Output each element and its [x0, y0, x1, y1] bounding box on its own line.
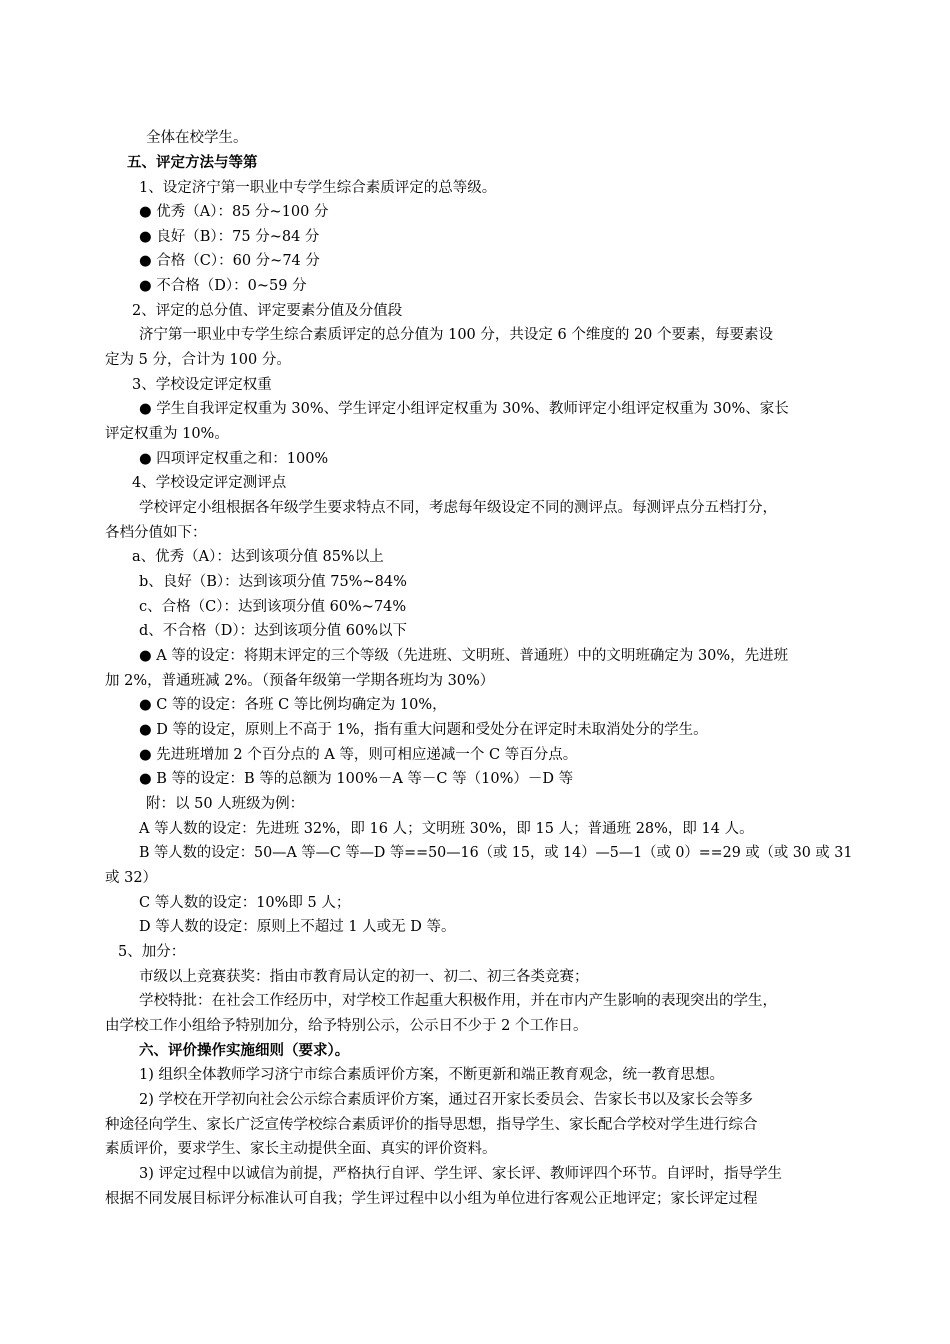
text-line: 定为 5 分，合计为 100 分。: [105, 352, 291, 368]
text-line: D 等人数的设定：原则上不超过 1 人或无 D 等。: [139, 919, 456, 935]
text-line: 3、学校设定评定权重: [132, 377, 272, 393]
text-line: 评定权重为 10%。: [105, 426, 229, 442]
text-line: 4、学校设定评定测评点: [132, 475, 287, 491]
text-line: 附：以 50 人班级为例：: [146, 796, 305, 812]
text-line: 全体在校学生。: [146, 130, 248, 146]
text-line: 5、加分：: [118, 944, 186, 960]
text-line: 由学校工作小组给予特别加分，给予特别公示，公示日不少于 2 个工作日。: [105, 1018, 588, 1034]
text-line: 根据不同发展目标评分标准认可自我；学生评过程中以小组为单位进行客观公正地评定；家长评定过程: [105, 1191, 758, 1207]
section-heading: 六、评价操作实施细则（要求）。: [139, 1042, 350, 1059]
bullet-item: ● 优秀（A）：85 分~100 分: [139, 204, 329, 220]
section-heading: 五、评定方法与等第: [127, 154, 258, 171]
list-item: d、不合格（D）：达到该项分值 60%以下: [139, 623, 407, 639]
text-line: 1、设定济宁第一职业中专学生综合素质评定的总等级。: [139, 180, 497, 196]
bullet-item: ● 不合格（D）：0~59 分: [139, 278, 307, 294]
bullet-item: ● A 等的设定：将期末评定的三个等级（先进班、文明班、普通班）中的文明班确定为 30%，先进班: [139, 648, 789, 664]
text-line: 学校特批：在社会工作经历中，对学校工作起重大积极作用，并在市内产生影响的表现突出的学生，: [139, 993, 777, 1009]
text-line: 种途径向学生、家长广泛宣传学校综合素质评价的指导思想，指导学生、家长配合学校对学生进行综合: [105, 1117, 758, 1133]
text-line: 学校评定小组根据各年级学生要求特点不同，考虑每年级设定不同的测评点。每测评点分五档打分，: [139, 500, 777, 516]
text-line: C 等人数的设定：10%即 5 人；: [139, 895, 351, 911]
bullet-item: ● 合格（C）：60 分~74 分: [139, 253, 320, 269]
bullet-item: ● B 等的设定：B 等的总额为 100%－A 等－C 等（10%）－D 等: [139, 771, 574, 787]
list-item: b、良好（B）：达到该项分值 75%~84%: [139, 574, 407, 590]
text-line: 素质评价，要求学生、家长主动提供全面、真实的评价资料。: [105, 1141, 497, 1157]
bullet-item: ● 良好（B）：75 分~84 分: [139, 229, 320, 245]
bullet-item: ● D 等的设定，原则上不高于 1%，指有重大问题和受处分在评定时未取消处分的学生。: [139, 722, 708, 738]
text-line: 3) 评定过程中以诚信为前提，严格执行自评、学生评、家长评、教师评四个环节。自评时，指导学生: [139, 1166, 782, 1182]
text-line: 2) 学校在开学初向社会公示综合素质评价方案，通过召开家长委员会、告家长书以及家长会等多: [139, 1092, 753, 1108]
text-line: 或 32）: [105, 870, 158, 886]
text-line: 加 2%，普通班减 2%。（预备年级第一学期各班均为 30%）: [105, 673, 495, 689]
list-item: c、合格（C）：达到该项分值 60%~74%: [139, 599, 407, 615]
text-line: 市级以上竞赛获奖：指由市教育局认定的初一、初二、初三各类竞赛；: [139, 969, 589, 985]
bullet-item: ● 学生自我评定权重为 30%、学生评定小组评定权重为 30%、教师评定小组评定权重为 30%、家长: [139, 401, 789, 417]
bullet-item: ● C 等的设定：各班 C 等比例均确定为 10%，: [139, 697, 447, 713]
text-line: B 等人数的设定：50—A 等—C 等—D 等==50—16（或 15，或 14）—5—1（或 0）==29 或（或 30 或 31: [139, 845, 853, 861]
bullet-item: ● 先进班增加 2 个百分点的 A 等，则可相应递减一个 C 等百分点。: [139, 747, 578, 763]
text-line: 各档分值如下：: [105, 525, 207, 541]
text-line: A 等人数的设定：先进班 32%，即 16 人；文明班 30%，即 15 人；普通班 28%，即 14 人。: [139, 821, 754, 837]
text-line: 济宁第一职业中专学生综合素质评定的总分值为 100 分，共设定 6 个维度的 20 个要素，每要素设: [139, 327, 774, 343]
bullet-item: ● 四项评定权重之和：100%: [139, 451, 329, 467]
text-line: 2、评定的总分值、评定要素分值及分值段: [132, 303, 403, 319]
text-line: 1) 组织全体教师学习济宁市综合素质评价方案，不断更新和端正教育观念，统一教育思想。: [139, 1067, 724, 1083]
list-item: a、优秀（A）：达到该项分值 85%以上: [132, 549, 384, 565]
